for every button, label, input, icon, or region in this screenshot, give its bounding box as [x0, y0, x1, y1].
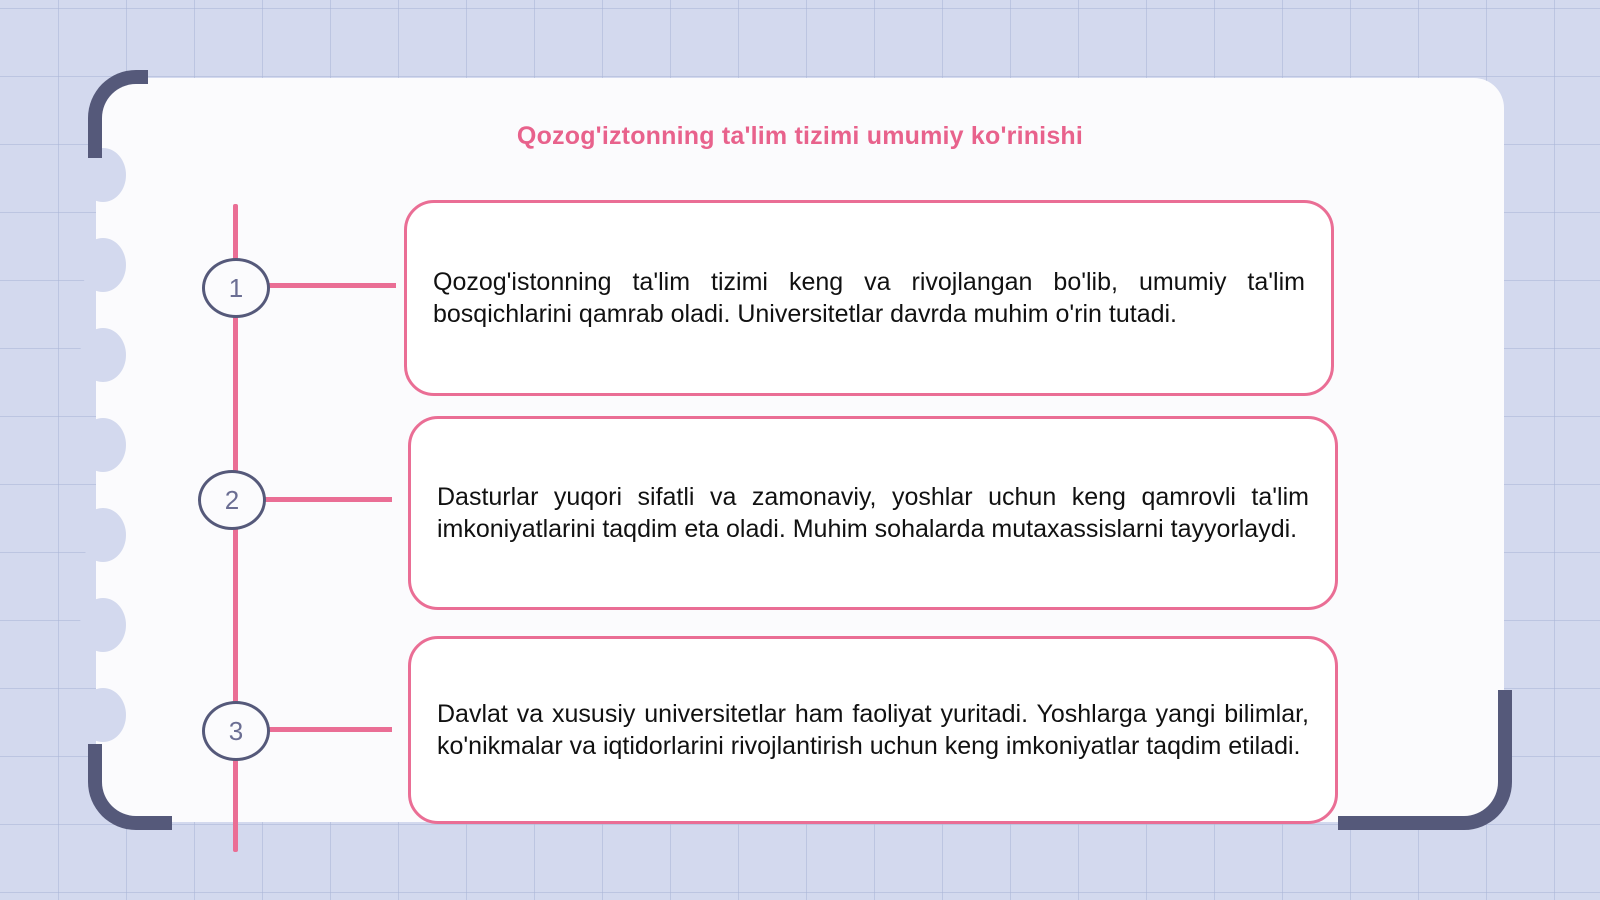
timeline-connector: [268, 727, 392, 732]
paper-notch: [80, 598, 126, 652]
step-card: [408, 416, 1338, 610]
corner-bracket-bottom-left: [88, 744, 172, 830]
step-card-text: Davlat va xususiy universitetlar ham faoliyat yuritadi. Yoshlarga yangi bilimlar, ko'nikmalar va iqtidorlarini rivojlantirish uchun keng imkoniyatlar taqdim etiladi.: [437, 700, 1309, 760]
timeline-connector: [264, 497, 392, 502]
paper-notch: [80, 418, 126, 472]
paper-notch: [80, 238, 126, 292]
step-number-circle: 3: [202, 701, 270, 761]
slide-title: Qozog'iztonning ta'lim tizimi umumiy ko'rinishi: [516, 122, 1084, 150]
corner-bracket-top-left: [88, 70, 148, 158]
paper-notch: [80, 328, 126, 382]
step-card-text: Qozog'istonning ta'lim tizimi keng va rivojlangan bo'lib, umumiy ta'lim bosqichlarini qamrab oladi. Universitetlar davrda muhim o'rin tutadi.: [433, 268, 1305, 328]
step-number-circle: 2: [198, 470, 266, 530]
step-card-text: Dasturlar yuqori sifatli va zamonaviy, yoshlar uchun keng qamrovli ta'lim imkoniyatlarini taqdim eta oladi. Muhim sohalarda mutaxassislarni tayyorlaydi.: [437, 483, 1309, 543]
step-card: [404, 200, 1334, 396]
paper-notch: [80, 688, 126, 742]
timeline-connector: [268, 283, 396, 288]
step-card: [408, 636, 1338, 824]
paper-notch: [80, 508, 126, 562]
step-number-circle: 1: [202, 258, 270, 318]
corner-bracket-bottom-right: [1338, 690, 1512, 830]
